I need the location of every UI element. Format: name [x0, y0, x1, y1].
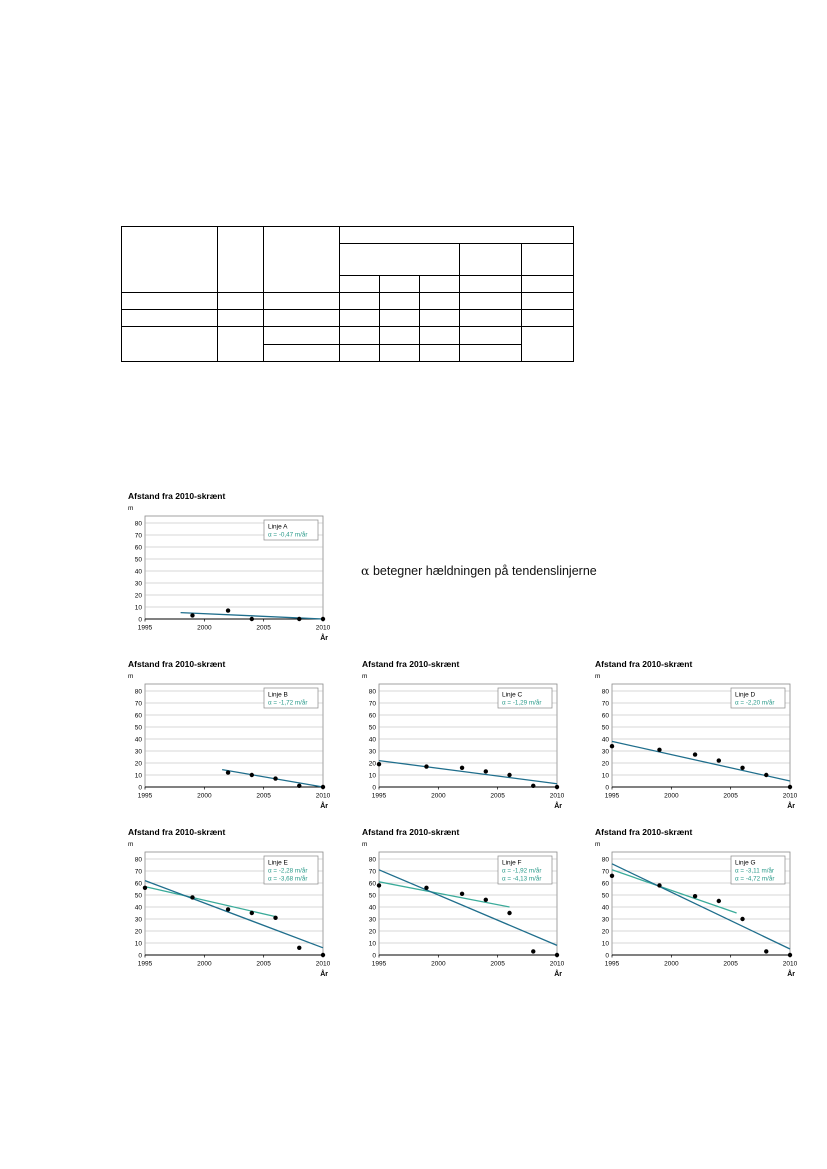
- data-point: [424, 886, 428, 890]
- legend-slope-label: α = -1,92 m/år: [502, 867, 542, 875]
- table-cell: [460, 310, 522, 327]
- x-tick-label: 2010: [549, 960, 565, 968]
- legend-slope-label: α = -2,28 m/år: [268, 867, 308, 875]
- table-cell: [460, 327, 522, 344]
- x-tick-label: 1995: [137, 792, 153, 800]
- trend-line: [222, 770, 323, 787]
- y-tick-label: 10: [601, 772, 609, 780]
- legend-slope-label: α = -3,68 m/år: [268, 875, 308, 883]
- y-tick-label: 80: [368, 688, 376, 696]
- legend-line-name: Linje B: [268, 691, 288, 699]
- table-cell: [218, 327, 264, 362]
- y-tick-label: 10: [601, 940, 609, 948]
- y-tick-label: 40: [601, 736, 609, 744]
- data-point: [555, 785, 559, 789]
- table-cell: [460, 292, 522, 309]
- data-point: [717, 758, 721, 762]
- y-axis-unit: m: [128, 505, 134, 512]
- data-point: [460, 892, 464, 896]
- slope-note-text: betegner hældningen på tendenslinjerne: [372, 564, 597, 578]
- table-cell: [218, 292, 264, 309]
- y-tick-label: 70: [601, 868, 609, 876]
- x-tick-label: 2005: [723, 792, 738, 800]
- y-tick-label: 0: [605, 784, 609, 792]
- x-tick-label: 2000: [431, 792, 446, 800]
- table-cell: [122, 327, 218, 362]
- table-cell: [380, 275, 420, 292]
- data-point: [250, 617, 254, 621]
- table-cell: [380, 327, 420, 344]
- data-point: [424, 764, 428, 768]
- data-point: [764, 773, 768, 777]
- alpha-symbol: α: [361, 563, 370, 578]
- x-tick-label: 2005: [256, 624, 271, 632]
- table-cell: [264, 292, 340, 309]
- x-tick-label: 1995: [137, 960, 153, 968]
- legend-line-name: Linje F: [502, 859, 522, 867]
- data-point: [190, 895, 194, 899]
- legend-slope-label: α = -1,29 m/år: [502, 699, 542, 707]
- y-tick-label: 20: [368, 760, 376, 768]
- y-tick-label: 60: [134, 880, 142, 888]
- table-cell: [380, 310, 420, 327]
- y-tick-label: 50: [601, 892, 609, 900]
- data-point: [250, 773, 254, 777]
- data-point: [788, 953, 792, 957]
- y-tick-label: 30: [134, 748, 142, 756]
- table-cell: [420, 310, 460, 327]
- chart-title: Afstand fra 2010-skrænt: [128, 491, 226, 501]
- data-point: [764, 949, 768, 953]
- x-tick-label: 2010: [315, 624, 331, 632]
- y-tick-label: 30: [368, 748, 376, 756]
- y-tick-label: 30: [601, 748, 609, 756]
- data-point: [531, 784, 535, 788]
- data-point: [610, 744, 614, 748]
- y-tick-label: 40: [601, 904, 609, 912]
- x-tick-label: 1995: [371, 792, 387, 800]
- table-cell: [340, 244, 460, 275]
- x-tick-label: 2005: [256, 792, 271, 800]
- y-tick-label: 30: [134, 916, 142, 924]
- data-point: [555, 953, 559, 957]
- table-cell: [522, 327, 574, 362]
- trend-line: [612, 870, 737, 913]
- table-cell: [460, 275, 522, 292]
- y-tick-label: 50: [134, 724, 142, 732]
- table-cell: [264, 327, 340, 344]
- legend-slope-label: α = -1,72 m/år: [268, 699, 308, 707]
- x-tick-label: 2000: [664, 960, 679, 968]
- y-tick-label: 40: [368, 736, 376, 744]
- data-point: [507, 911, 511, 915]
- empty-table: [121, 226, 574, 362]
- y-tick-label: 30: [601, 916, 609, 924]
- y-tick-label: 10: [368, 940, 376, 948]
- table-cell: [264, 310, 340, 327]
- y-tick-label: 60: [601, 712, 609, 720]
- data-point: [190, 613, 194, 617]
- y-tick-label: 0: [372, 952, 376, 960]
- data-point: [297, 946, 301, 950]
- x-tick-label: 2010: [315, 960, 331, 968]
- data-point: [484, 898, 488, 902]
- data-point: [273, 916, 277, 920]
- y-axis-unit: m: [128, 841, 134, 848]
- y-axis-unit: m: [362, 841, 368, 848]
- y-tick-label: 60: [601, 880, 609, 888]
- chart-title: Afstand fra 2010-skrænt: [362, 827, 460, 837]
- x-tick-label: 1995: [604, 960, 620, 968]
- x-tick-label: 2010: [782, 960, 798, 968]
- chart-line-c: [362, 658, 574, 820]
- x-tick-label: 2000: [197, 960, 212, 968]
- table-cell: [522, 275, 574, 292]
- data-point: [740, 766, 744, 770]
- y-tick-label: 80: [601, 856, 609, 864]
- legend-line-name: Linje E: [268, 859, 288, 867]
- x-tick-label: 2000: [197, 792, 212, 800]
- y-tick-label: 20: [601, 760, 609, 768]
- y-tick-label: 40: [134, 736, 142, 744]
- table-cell: [420, 327, 460, 344]
- table-cell: [218, 227, 264, 293]
- trend-line: [145, 887, 276, 917]
- legend-slope-label: α = -3,11 m/år: [735, 867, 775, 875]
- y-tick-label: 40: [134, 568, 142, 576]
- legend-line-name: Linje A: [268, 523, 288, 531]
- chart-title: Afstand fra 2010-skrænt: [128, 827, 226, 837]
- table-cell: [522, 310, 574, 327]
- x-tick-label: 1995: [371, 960, 387, 968]
- table-cell: [340, 227, 574, 244]
- x-tick-label: 2005: [490, 792, 505, 800]
- data-point: [657, 748, 661, 752]
- data-point: [460, 766, 464, 770]
- y-tick-label: 10: [134, 604, 142, 612]
- legend-line-name: Linje G: [735, 859, 756, 867]
- data-point: [321, 617, 325, 621]
- x-tick-label: 2000: [664, 792, 679, 800]
- y-axis-unit: m: [362, 673, 368, 680]
- table-cell: [522, 244, 574, 275]
- table-cell: [218, 310, 264, 327]
- y-tick-label: 60: [134, 544, 142, 552]
- chart-title: Afstand fra 2010-skrænt: [595, 659, 693, 669]
- data-point: [693, 894, 697, 898]
- chart-line-f: [362, 826, 574, 988]
- data-point: [788, 785, 792, 789]
- y-axis-unit: m: [595, 673, 601, 680]
- x-axis-label: År: [554, 971, 562, 978]
- table-cell: [264, 227, 340, 293]
- table-cell: [420, 344, 460, 361]
- y-tick-label: 0: [372, 784, 376, 792]
- x-axis-label: År: [320, 635, 328, 642]
- y-tick-label: 70: [134, 868, 142, 876]
- y-tick-label: 30: [368, 916, 376, 924]
- legend-slope-label: α = -4,72 m/år: [735, 875, 775, 883]
- x-tick-label: 2005: [723, 960, 738, 968]
- y-tick-label: 20: [368, 928, 376, 936]
- table-cell: [340, 344, 380, 361]
- trend-line: [145, 881, 323, 948]
- y-axis-unit: m: [595, 841, 601, 848]
- data-point: [740, 917, 744, 921]
- chart-line-e: [128, 826, 340, 988]
- y-tick-label: 60: [368, 880, 376, 888]
- y-tick-label: 20: [601, 928, 609, 936]
- y-tick-label: 40: [134, 904, 142, 912]
- data-point: [321, 785, 325, 789]
- table-cell: [522, 292, 574, 309]
- y-tick-label: 0: [138, 952, 142, 960]
- y-tick-label: 70: [134, 700, 142, 708]
- x-axis-label: År: [320, 971, 328, 978]
- y-tick-label: 20: [134, 592, 142, 600]
- legend-slope-label: α = -0,47 m/år: [268, 531, 308, 539]
- data-point: [377, 883, 381, 887]
- x-tick-label: 1995: [137, 624, 153, 632]
- y-tick-label: 80: [134, 688, 142, 696]
- y-tick-label: 20: [134, 928, 142, 936]
- table-cell: [264, 344, 340, 361]
- data-point: [531, 949, 535, 953]
- y-tick-label: 50: [601, 724, 609, 732]
- x-axis-label: År: [787, 803, 795, 810]
- table-cell: [420, 292, 460, 309]
- y-tick-label: 10: [134, 772, 142, 780]
- table-cell: [380, 344, 420, 361]
- y-tick-label: 70: [601, 700, 609, 708]
- y-tick-label: 0: [605, 952, 609, 960]
- data-point: [717, 899, 721, 903]
- y-tick-label: 60: [134, 712, 142, 720]
- x-tick-label: 2000: [197, 624, 212, 632]
- x-tick-label: 2010: [782, 792, 798, 800]
- slope-note: [361, 563, 597, 578]
- y-tick-label: 50: [368, 724, 376, 732]
- data-point: [610, 874, 614, 878]
- data-point: [657, 883, 661, 887]
- data-point: [250, 911, 254, 915]
- legend-slope-label: α = -4,13 m/år: [502, 875, 542, 883]
- x-tick-label: 2005: [490, 960, 505, 968]
- y-tick-label: 70: [368, 700, 376, 708]
- x-tick-label: 2010: [315, 792, 331, 800]
- legend-line-name: Linje C: [502, 691, 523, 699]
- table-cell: [122, 292, 218, 309]
- x-tick-label: 1995: [604, 792, 620, 800]
- data-point: [507, 773, 511, 777]
- chart-title: Afstand fra 2010-skrænt: [362, 659, 460, 669]
- x-tick-label: 2000: [431, 960, 446, 968]
- table-cell: [340, 292, 380, 309]
- data-point: [377, 762, 381, 766]
- y-tick-label: 70: [368, 868, 376, 876]
- data-point: [321, 953, 325, 957]
- y-tick-label: 30: [134, 580, 142, 588]
- chart-title: Afstand fra 2010-skrænt: [595, 827, 693, 837]
- y-tick-label: 50: [134, 892, 142, 900]
- x-axis-label: År: [320, 803, 328, 810]
- chart-title: Afstand fra 2010-skrænt: [128, 659, 226, 669]
- data-point: [297, 784, 301, 788]
- data-point: [226, 770, 230, 774]
- chart-line-a: [128, 490, 340, 652]
- y-tick-label: 50: [134, 556, 142, 564]
- trend-line: [379, 761, 557, 784]
- y-tick-label: 50: [368, 892, 376, 900]
- y-tick-label: 10: [368, 772, 376, 780]
- x-axis-label: År: [787, 971, 795, 978]
- y-tick-label: 0: [138, 784, 142, 792]
- table-cell: [460, 244, 522, 275]
- data-point: [143, 886, 147, 890]
- table-cell: [420, 275, 460, 292]
- table-cell: [340, 310, 380, 327]
- chart-line-d: [595, 658, 807, 820]
- x-tick-label: 2010: [549, 792, 565, 800]
- y-tick-label: 80: [134, 856, 142, 864]
- y-tick-label: 80: [601, 688, 609, 696]
- data-point: [273, 776, 277, 780]
- x-axis-label: År: [554, 803, 562, 810]
- y-tick-label: 70: [134, 532, 142, 540]
- y-tick-label: 40: [368, 904, 376, 912]
- table-cell: [340, 275, 380, 292]
- table-cell: [460, 344, 522, 361]
- legend-slope-label: α = -2,20 m/år: [735, 699, 775, 707]
- y-tick-label: 60: [368, 712, 376, 720]
- data-point: [226, 608, 230, 612]
- data-point: [297, 617, 301, 621]
- y-tick-label: 80: [134, 520, 142, 528]
- chart-line-g: [595, 826, 807, 988]
- trend-line: [379, 882, 510, 907]
- legend-line-name: Linje D: [735, 691, 756, 699]
- data-point: [226, 907, 230, 911]
- table-cell: [122, 227, 218, 293]
- y-tick-label: 80: [368, 856, 376, 864]
- y-axis-unit: m: [128, 673, 134, 680]
- data-point: [693, 752, 697, 756]
- y-tick-label: 10: [134, 940, 142, 948]
- data-point: [484, 769, 488, 773]
- x-tick-label: 2005: [256, 960, 271, 968]
- y-tick-label: 20: [134, 760, 142, 768]
- table-cell: [380, 292, 420, 309]
- chart-line-b: [128, 658, 340, 820]
- y-tick-label: 0: [138, 616, 142, 624]
- table-cell: [340, 327, 380, 344]
- table-cell: [122, 310, 218, 327]
